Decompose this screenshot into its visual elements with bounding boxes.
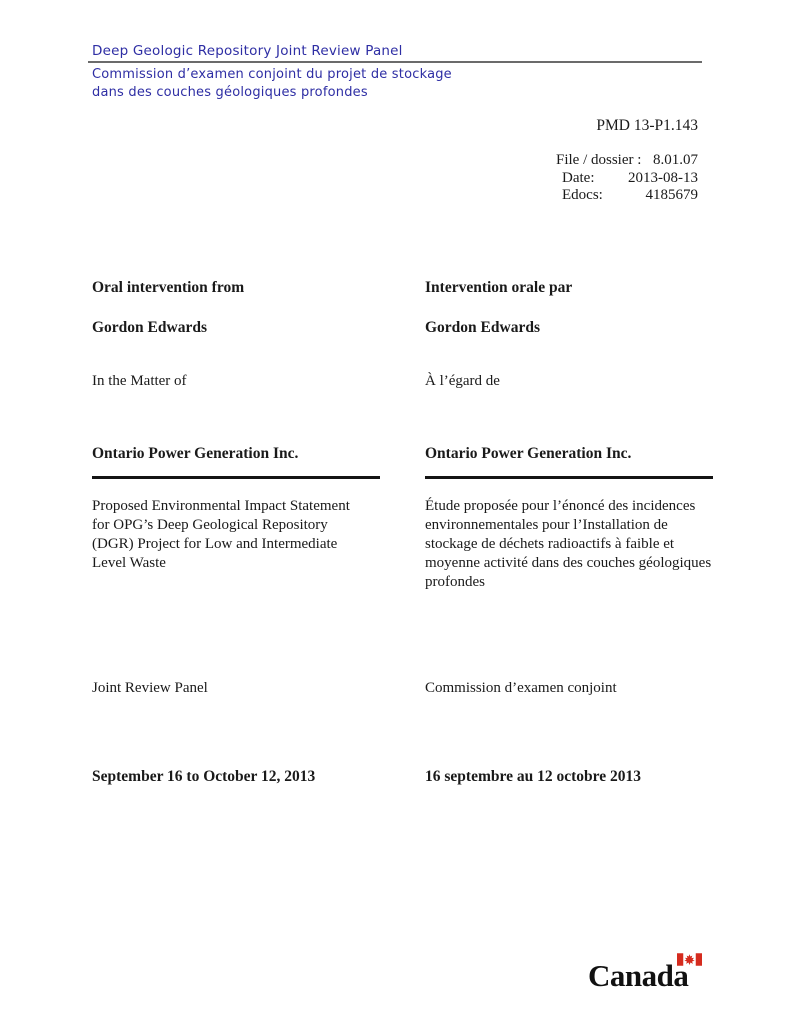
intervention-heading-en: Oral intervention from [92,279,245,296]
panel-name-en: Deep Geologic Repository Joint Review Panel [92,43,403,59]
intervenor-name-fr: Gordon Edwards [425,319,540,336]
file-dossier-row [556,152,698,170]
proponent-row [92,445,712,463]
filing-meta-block [556,152,698,205]
project-description-en: Proposed Environmental Impact Statement for OPG’s Deep Geological Repository (DGR) Project for Low and Intermediate Level Waste [92,498,350,571]
date-label: Date: [562,169,595,186]
proponent-underline-left [92,476,380,479]
intervention-heading-fr: Intervention orale par [425,279,573,296]
intervention-heading-row [92,279,712,297]
file-dossier-value: 8.01.07 [653,152,698,168]
proponent-underline-row [92,476,712,479]
file-dossier-label: File / dossier : [556,152,642,168]
project-description-fr: Étude proposée pour l’énoncé des incidences environnementales pour l’Installation de stockage de déchets radioactifs à faible et moyenne activité dans des couches géologiques profondes [425,498,712,590]
panel-label-en: Joint Review Panel [92,680,208,696]
pmd-number: PMD 13-P1.143 [596,117,698,134]
panel-label-fr: Commission d’examen conjoint [425,680,617,696]
header-divider [88,61,702,63]
panel-name-fr-line2: dans des couches géologiques profondes [92,84,368,100]
hearing-dates-row [92,768,712,786]
proponent-name-fr: Ontario Power Generation Inc. [425,445,632,462]
letterhead [92,43,712,101]
canada-wordmark-text: Canada [588,958,689,993]
panel-name-fr-line1: Commission d’examen conjoint du projet de stockage [92,67,452,82]
intervenor-name-en: Gordon Edwards [92,319,207,336]
edocs-value: 4185679 [645,187,698,203]
date-value: 2013-08-13 [628,169,698,186]
panel-name-fr [92,66,712,101]
panel-name-row [92,680,712,697]
canada-wordmark [588,952,710,1000]
proponent-name-en: Ontario Power Generation Inc. [92,445,299,462]
edocs-row [556,187,698,205]
project-description-row [92,497,712,592]
proponent-underline-right [425,476,713,479]
hearing-dates-fr: 16 septembre au 12 octobre 2013 [425,768,641,785]
matter-intro-en: In the Matter of [92,373,187,389]
matter-intro-row [92,373,712,390]
hearing-dates-en: September 16 to October 12, 2013 [92,768,316,785]
date-row [556,170,698,188]
edocs-label: Edocs: [562,187,603,203]
intervenor-row [92,319,712,337]
matter-intro-fr: À l’égard de [425,373,500,389]
